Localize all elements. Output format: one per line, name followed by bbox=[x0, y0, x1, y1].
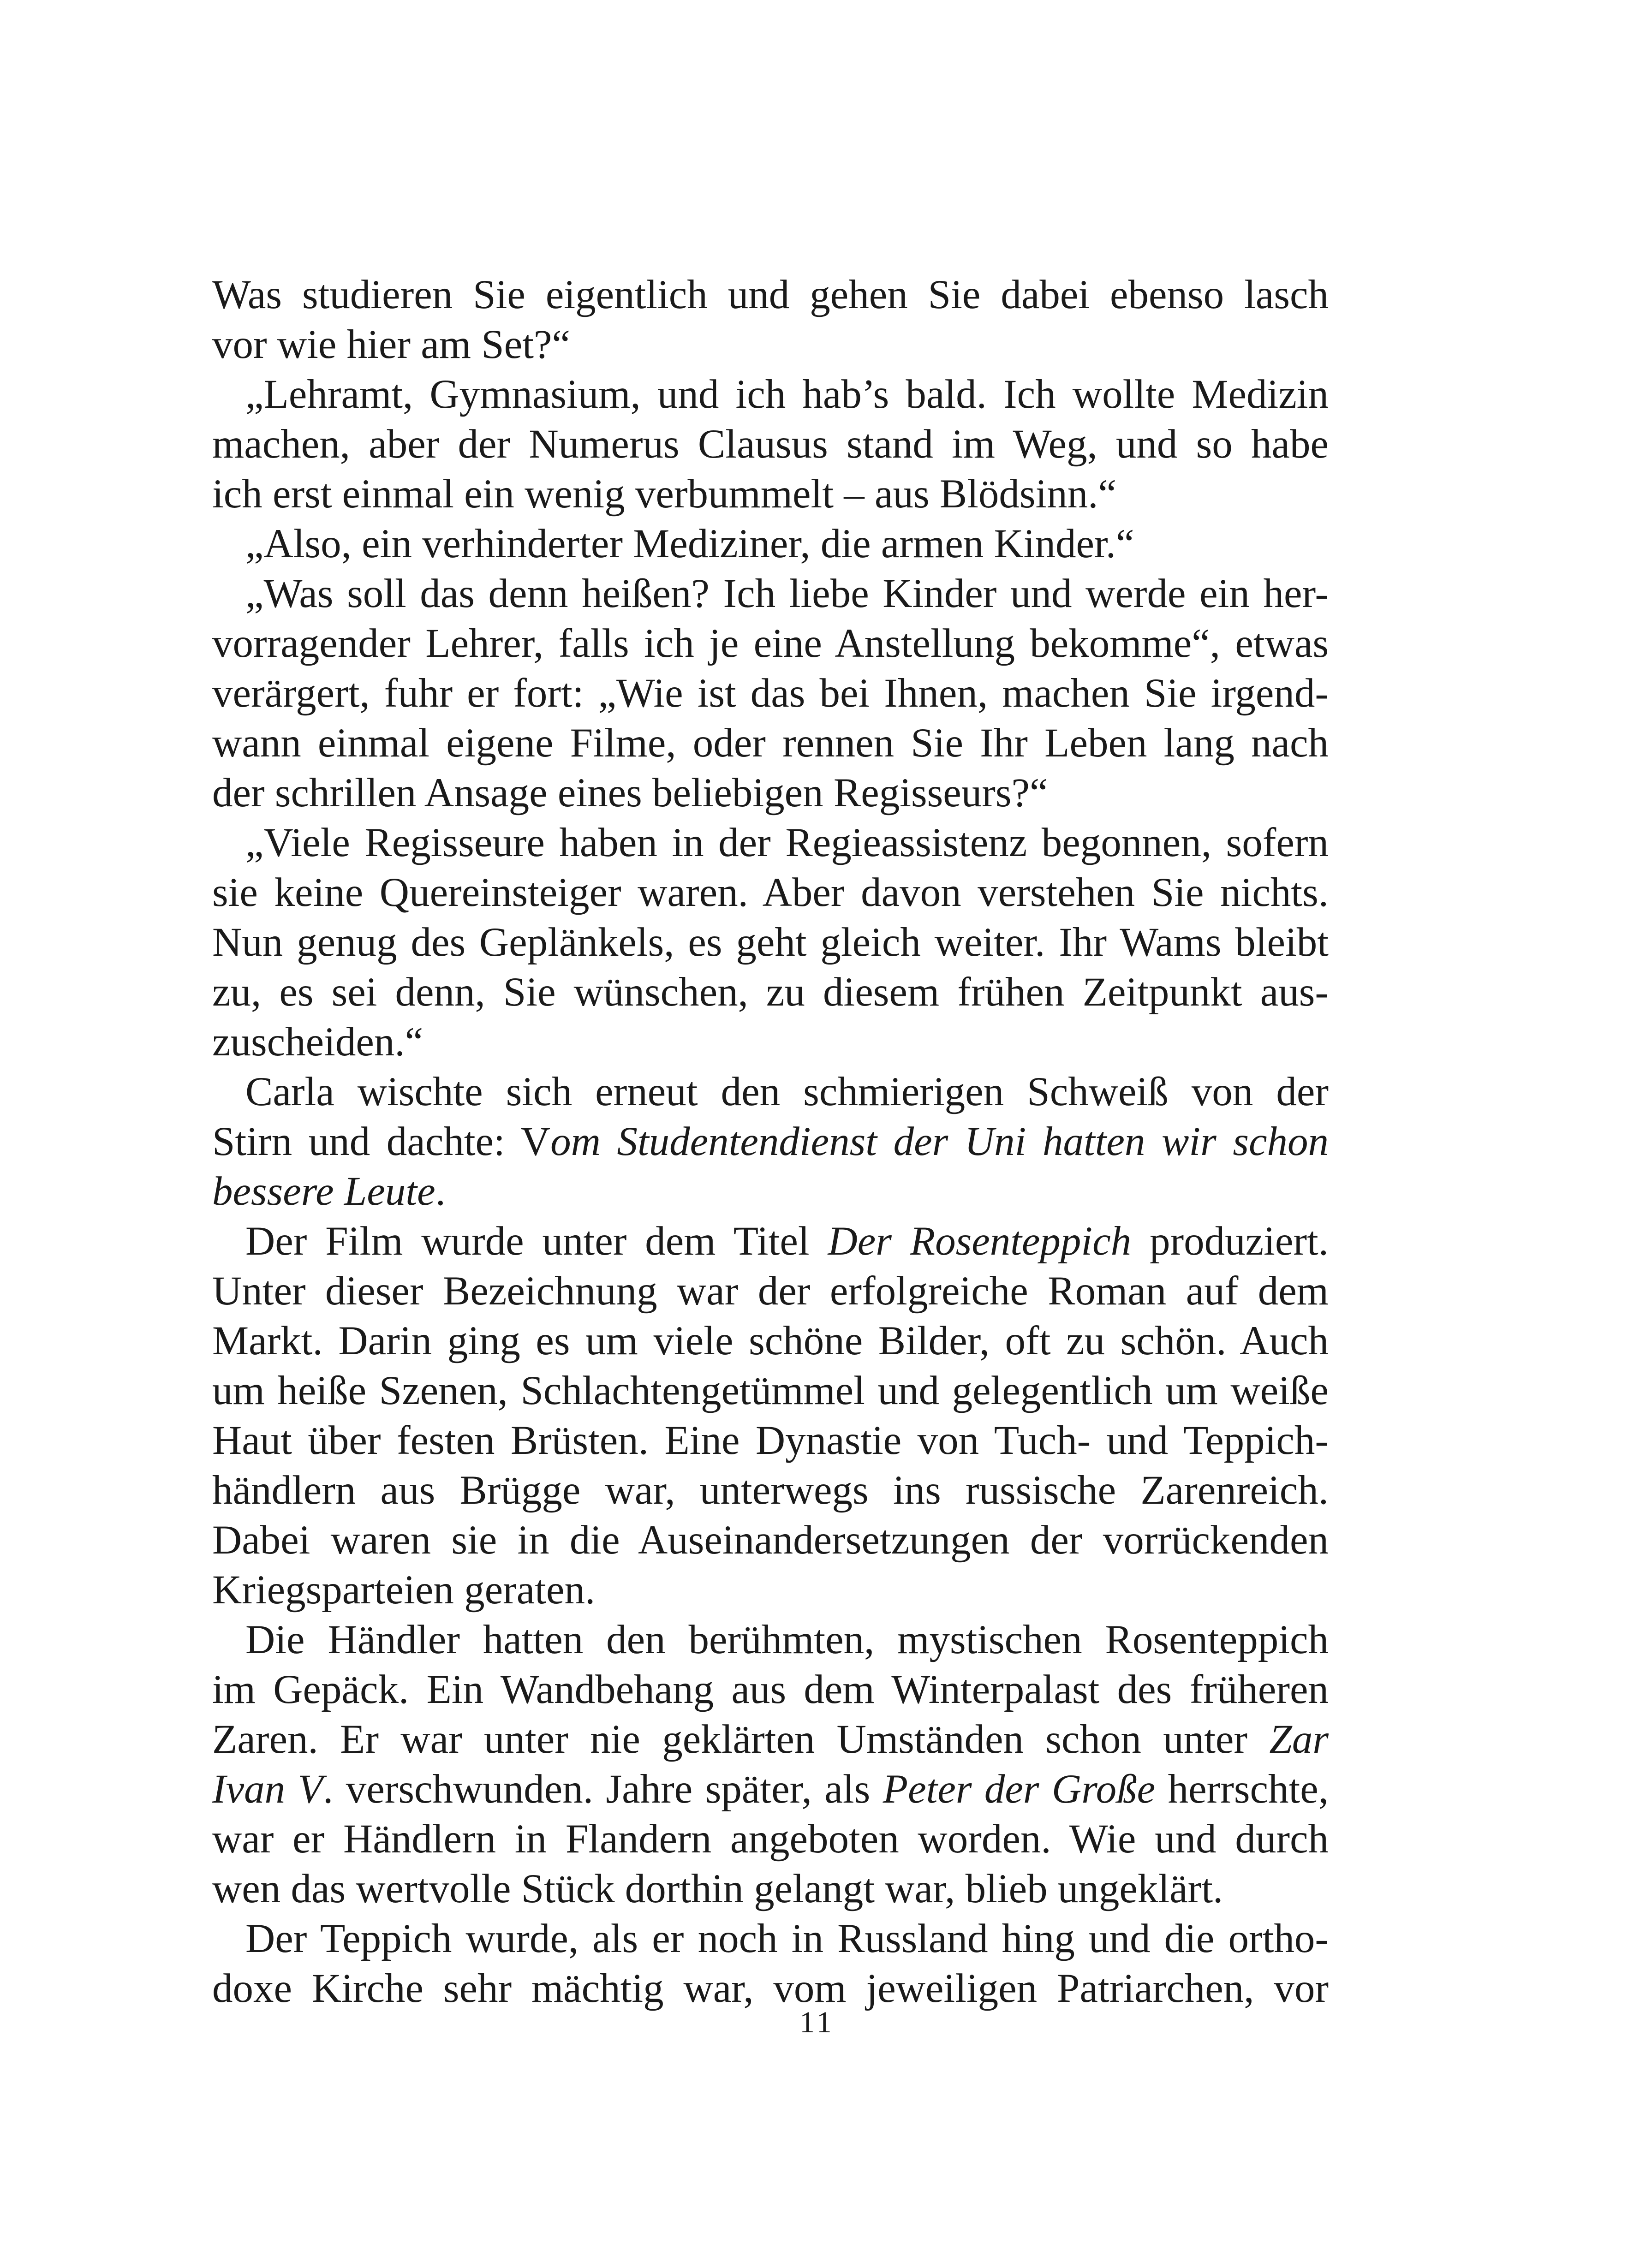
text-segment: wann einmal eigene Filme, oder rennen Sie Ihr Leben lang nach bbox=[212, 720, 1329, 766]
text-segment: Dabei waren sie in die Auseinandersetzungen der vorrückenden bbox=[212, 1518, 1329, 1563]
text-segment: Die Händler hatten den berühmten, mystischen Rosenteppich bbox=[245, 1617, 1329, 1662]
text-segment: Nun genug des Geplänkels, es geht gleich weiter. Ihr Wams bleibt bbox=[212, 920, 1329, 965]
text-segment: herrschte, bbox=[1155, 1767, 1329, 1812]
text-line bbox=[212, 1216, 1329, 1266]
text-line bbox=[212, 1266, 1329, 1316]
text-segment: „Also, ein verhinderter Mediziner, die armen Kinder.“ bbox=[245, 521, 1134, 566]
text-segment: „Was soll das denn heißen? Ich liebe Kinder und werde ein her- bbox=[245, 571, 1329, 616]
text-line bbox=[212, 768, 1329, 818]
text-line bbox=[212, 1565, 1329, 1615]
italic-text: Zar bbox=[1269, 1717, 1329, 1762]
text-segment: Was studieren Sie eigentlich und gehen Sie dabei ebenso lasch bbox=[212, 272, 1329, 317]
text-segment: Stirn und dachte: V bbox=[212, 1119, 551, 1164]
text-line bbox=[212, 1017, 1329, 1067]
text-segment: händlern aus Brügge war, unterwegs ins russische Zarenreich. bbox=[212, 1468, 1329, 1513]
text-segment: sie keine Quereinsteiger waren. Aber davon verstehen Sie nichts. bbox=[212, 870, 1329, 915]
italic-text: om Studentendienst der Uni hatten wir schon bbox=[550, 1119, 1329, 1164]
text-line bbox=[212, 1764, 1329, 1814]
text-line bbox=[212, 1814, 1329, 1864]
page-number: 11 bbox=[799, 2006, 835, 2039]
text-segment: . bbox=[435, 1169, 446, 1214]
text-line bbox=[212, 1416, 1329, 1465]
text-line bbox=[212, 1167, 1329, 1216]
text-line bbox=[212, 718, 1329, 768]
text-segment: Der Teppich wurde, als er noch in Russland hing und die ortho- bbox=[245, 1916, 1329, 1961]
text-line bbox=[212, 469, 1329, 519]
italic-text: Der Rosenteppich bbox=[828, 1219, 1132, 1264]
italic-text: bessere Leute bbox=[212, 1169, 435, 1214]
text-line bbox=[212, 1864, 1329, 1914]
text-segment: vor wie hier am Set?“ bbox=[212, 322, 570, 367]
text-line bbox=[212, 569, 1329, 619]
text-line bbox=[212, 1714, 1329, 1764]
text-segment: „Viele Regisseure haben in der Regieassistenz begonnen, sofern bbox=[245, 820, 1329, 865]
text-line bbox=[212, 1117, 1329, 1167]
text-segment: Kriegsparteien geraten. bbox=[212, 1567, 596, 1613]
text-line bbox=[212, 1316, 1329, 1366]
text-line bbox=[212, 1465, 1329, 1515]
text-segment: Markt. Darin ging es um viele schöne Bilder, oft zu schön. Auch bbox=[212, 1318, 1329, 1363]
text-segment: Zaren. Er war unter nie geklärten Umständen schon unter bbox=[212, 1717, 1270, 1762]
text-segment: vorragender Lehrer, falls ich je eine Anstellung bekomme“, etwas bbox=[212, 621, 1329, 666]
text-segment: verärgert, fuhr er fort: „Wie ist das bei Ihnen, machen Sie irgend- bbox=[212, 671, 1329, 716]
text-segment: der schrillen Ansage eines beliebigen Regisseurs?“ bbox=[212, 770, 1048, 816]
text-line bbox=[212, 1665, 1329, 1714]
text-line bbox=[212, 668, 1329, 718]
text-segment: doxe Kirche sehr mächtig war, vom jeweiligen Patriarchen, vor bbox=[212, 1966, 1329, 2011]
text-segment: zuscheiden.“ bbox=[212, 1019, 423, 1065]
text-segment: zu, es sei denn, Sie wünschen, zu diesem frühen Zeitpunkt aus- bbox=[212, 970, 1329, 1015]
text-line bbox=[212, 1615, 1329, 1665]
text-segment: wen das wertvolle Stück dorthin gelangt war, blieb ungeklärt. bbox=[212, 1866, 1223, 1911]
text-segment: „Lehramt, Gymnasium, und ich hab’s bald. Ich wollte Medizin bbox=[245, 372, 1329, 417]
italic-text: Ivan V bbox=[212, 1767, 323, 1812]
text-segment: produziert. bbox=[1131, 1219, 1329, 1264]
text-line bbox=[212, 519, 1329, 569]
text-line bbox=[212, 419, 1329, 469]
text-line bbox=[212, 320, 1329, 369]
text-line bbox=[212, 369, 1329, 419]
text-segment: Unter dieser Bezeichnung war der erfolgreiche Roman auf dem bbox=[212, 1268, 1329, 1314]
text-line bbox=[212, 868, 1329, 917]
text-segment: war er Händlern in Flandern angeboten worden. Wie und durch bbox=[212, 1816, 1329, 1862]
italic-text: Peter der Große bbox=[883, 1767, 1156, 1812]
text-segment: Der Film wurde unter dem Titel bbox=[245, 1219, 828, 1264]
text-line bbox=[212, 1366, 1329, 1416]
text-segment: um heiße Szenen, Schlachtengetümmel und gelegentlich um weiße bbox=[212, 1368, 1329, 1413]
body-text bbox=[212, 270, 1329, 2013]
text-line bbox=[212, 619, 1329, 668]
text-line bbox=[212, 818, 1329, 868]
text-line bbox=[212, 270, 1329, 320]
text-line bbox=[212, 1067, 1329, 1117]
text-line bbox=[212, 967, 1329, 1017]
text-line bbox=[212, 917, 1329, 967]
text-segment: Haut über festen Brüsten. Eine Dynastie von Tuch- und Teppich- bbox=[212, 1418, 1329, 1463]
text-segment: Carla wischte sich erneut den schmierigen Schweiß von der bbox=[245, 1069, 1329, 1114]
text-segment: . verschwunden. Jahre später, als bbox=[322, 1767, 883, 1812]
text-segment: im Gepäck. Ein Wandbehang aus dem Winterpalast des früheren bbox=[212, 1667, 1329, 1712]
text-line bbox=[212, 1515, 1329, 1565]
text-segment: machen, aber der Numerus Clausus stand im Weg, und so habe bbox=[212, 422, 1329, 467]
text-segment: ich erst einmal ein wenig verbummelt – aus Blödsinn.“ bbox=[212, 471, 1117, 517]
text-line bbox=[212, 1914, 1329, 1964]
